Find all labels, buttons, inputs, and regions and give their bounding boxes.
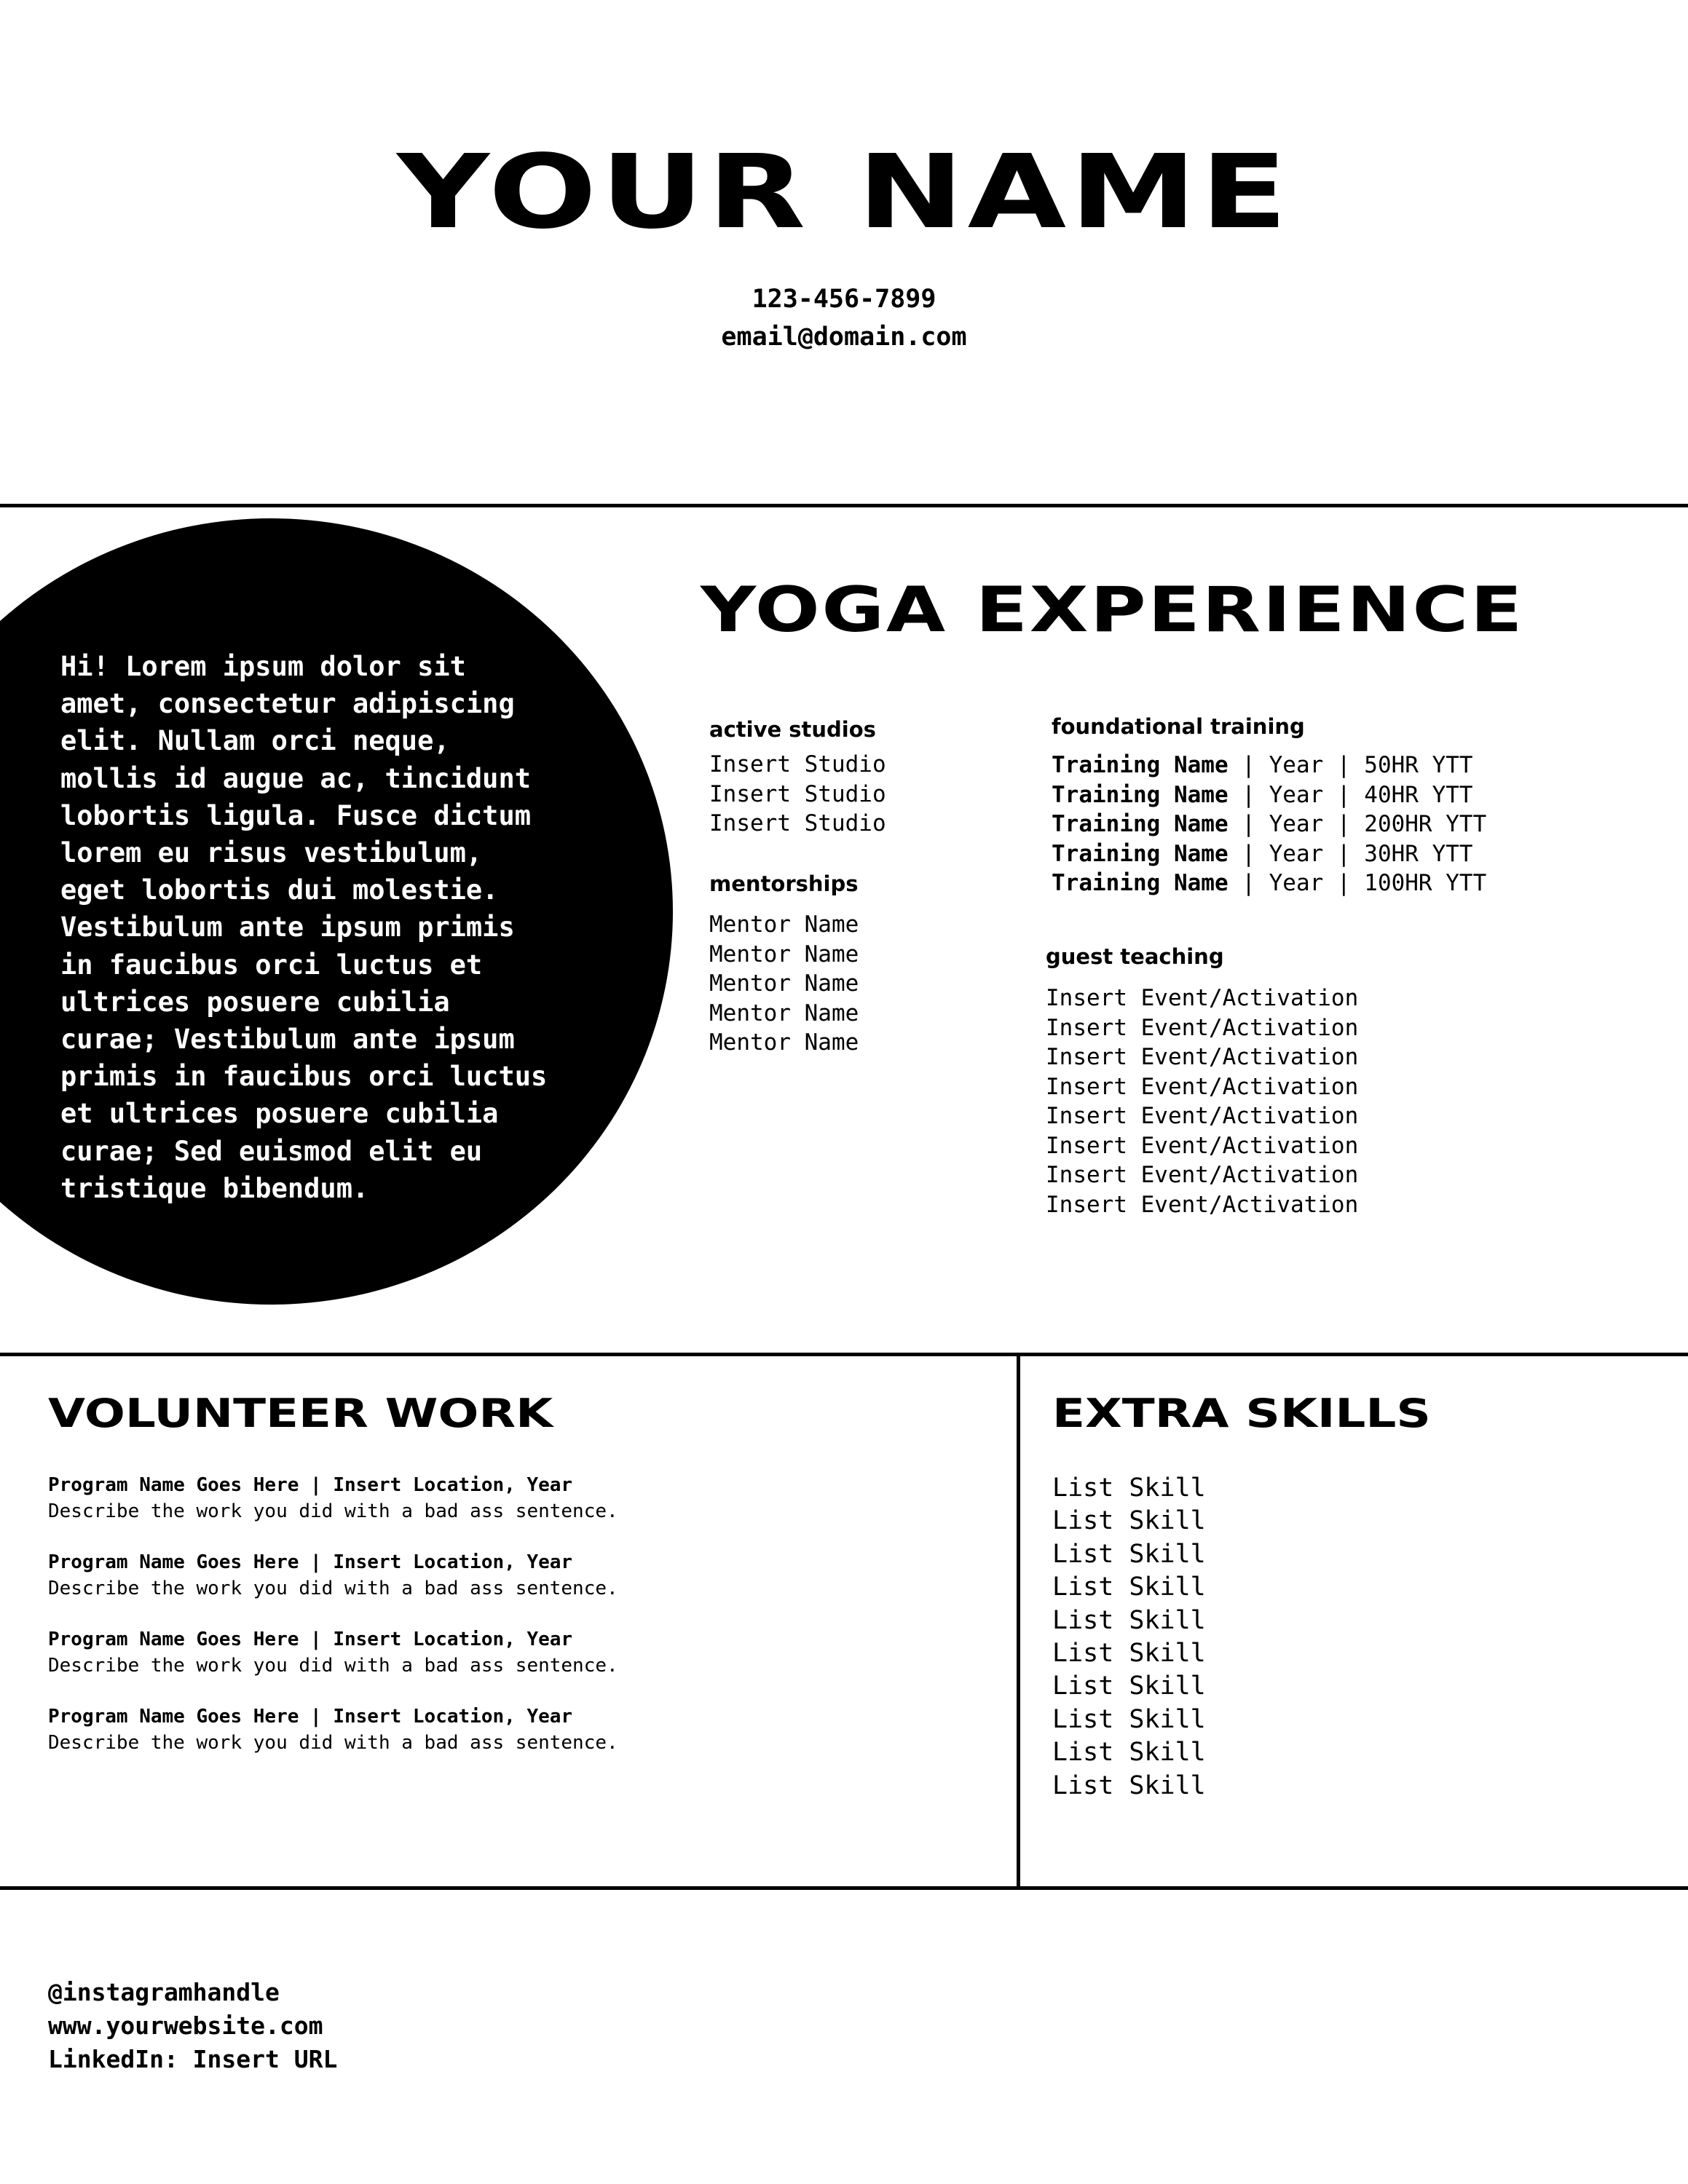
list-item: List Skill <box>1052 1539 1206 1569</box>
list-item: List Skill <box>1052 1506 1206 1536</box>
phone-number: 123-456-7899 <box>752 285 936 314</box>
linkedin-url: LinkedIn: Insert URL <box>48 2045 338 2073</box>
list-item: Mentor Name <box>709 1029 859 1056</box>
list-item: Insert Event/Activation <box>1046 1014 1359 1041</box>
volunteer-title: Program Name Goes Here | Insert Location, Year <box>48 1474 573 1496</box>
list-item: Insert Studio <box>709 810 886 836</box>
active-studios-heading: active studios <box>709 717 876 742</box>
list-item <box>1052 780 1486 810</box>
list-item: List Skill <box>1052 1671 1206 1701</box>
bio-text: Hi! Lorem ipsum dolor sit amet, consectetur adipiscing elit. Nullam orci neque, mollis id augue ac, tincidunt lobortis ligula. Fusce dictum lorem eu risus vestibulum, eget lobortis dui molestie. Vestibulum ante ipsum primis in faucibus orci luctus et ultrices posuere cubilia curae; Vestibulum ante ipsum primis in faucibus orci luctus et ultrices posuere cubilia curae; Sed euismod elit eu tristique bibendum. <box>60 651 548 1204</box>
guest-teaching-list <box>1046 984 1358 1219</box>
website-url: www.yourwebsite.com <box>48 2011 323 2040</box>
training-details: | Year | 100HR YTT <box>1228 870 1487 896</box>
volunteer-description: Describe the work you did with a bad ass sentence. <box>48 1732 618 1754</box>
list-item <box>1052 839 1486 869</box>
list-item: List Skill <box>1052 1605 1206 1635</box>
volunteer-description: Describe the work you did with a bad ass sentence. <box>48 1500 618 1522</box>
training-name: Training Name <box>1052 781 1228 808</box>
volunteer-work-heading: VOLUNTEER WORK <box>48 1390 553 1436</box>
list-item <box>48 1704 995 1756</box>
training-list <box>1052 751 1486 898</box>
volunteer-description: Describe the work you did with a bad ass sentence. <box>48 1655 618 1677</box>
foundational-training-heading: foundational training <box>1052 714 1305 739</box>
extra-skills-heading: EXTRA SKILLS <box>1052 1390 1431 1436</box>
list-item: Mentor Name <box>709 941 859 968</box>
divider-middle <box>0 1353 1688 1356</box>
yoga-experience-heading: YOGA EXPERIENCE <box>701 574 1524 646</box>
list-item: Insert Event/Activation <box>1046 1132 1359 1159</box>
list-item: Insert Event/Activation <box>1046 1191 1359 1218</box>
training-name: Training Name <box>1052 840 1228 867</box>
list-item: Mentor Name <box>709 970 859 997</box>
list-item: List Skill <box>1052 1704 1206 1734</box>
list-item: Insert Studio <box>709 751 886 778</box>
list-item <box>1052 751 1486 780</box>
divider-vertical <box>1017 1353 1020 1889</box>
training-details: | Year | 40HR YTT <box>1228 781 1473 808</box>
volunteer-title: Program Name Goes Here | Insert Location, Year <box>48 1629 573 1650</box>
list-item: Insert Event/Activation <box>1046 1162 1359 1188</box>
list-item: Insert Event/Activation <box>1046 985 1359 1011</box>
instagram-handle: @instagramhandle <box>48 1978 280 2006</box>
training-name: Training Name <box>1052 811 1228 837</box>
list-item: Insert Event/Activation <box>1046 1044 1359 1070</box>
training-name: Training Name <box>1052 752 1228 778</box>
contact-block <box>0 280 1688 356</box>
training-details: | Year | 30HR YTT <box>1228 840 1473 867</box>
list-item <box>48 1549 995 1602</box>
resume-name: YOUR NAME <box>397 133 1291 252</box>
skills-list <box>1052 1472 1206 1803</box>
training-details: | Year | 50HR YTT <box>1228 752 1473 778</box>
mentors-list <box>709 910 859 1058</box>
guest-teaching-heading: guest teaching <box>1046 944 1224 969</box>
divider-top <box>0 504 1688 507</box>
studios-list <box>709 750 886 839</box>
list-item <box>1052 810 1486 839</box>
list-item: Insert Studio <box>709 780 886 807</box>
volunteer-description: Describe the work you did with a bad ass sentence. <box>48 1578 618 1599</box>
list-item <box>1052 869 1486 898</box>
list-item: List Skill <box>1052 1572 1206 1602</box>
list-item: Mentor Name <box>709 911 859 938</box>
list-item: List Skill <box>1052 1473 1206 1503</box>
training-details: | Year | 200HR YTT <box>1228 811 1487 837</box>
list-item <box>48 1472 995 1524</box>
training-name: Training Name <box>1052 870 1228 896</box>
list-item: Mentor Name <box>709 1000 859 1026</box>
list-item: List Skill <box>1052 1639 1206 1669</box>
volunteer-list <box>48 1472 995 1781</box>
volunteer-title: Program Name Goes Here | Insert Location, Year <box>48 1551 573 1573</box>
volunteer-title: Program Name Goes Here | Insert Location, Year <box>48 1706 573 1728</box>
email-address: email@domain.com <box>721 323 967 352</box>
divider-bottom <box>0 1886 1688 1890</box>
list-item: List Skill <box>1052 1770 1206 1800</box>
list-item: List Skill <box>1052 1738 1206 1768</box>
mentorships-heading: mentorships <box>709 871 859 896</box>
list-item: Insert Event/Activation <box>1046 1073 1359 1100</box>
footer-links <box>48 1976 337 2076</box>
list-item: Insert Event/Activation <box>1046 1103 1359 1129</box>
list-item <box>48 1626 995 1679</box>
